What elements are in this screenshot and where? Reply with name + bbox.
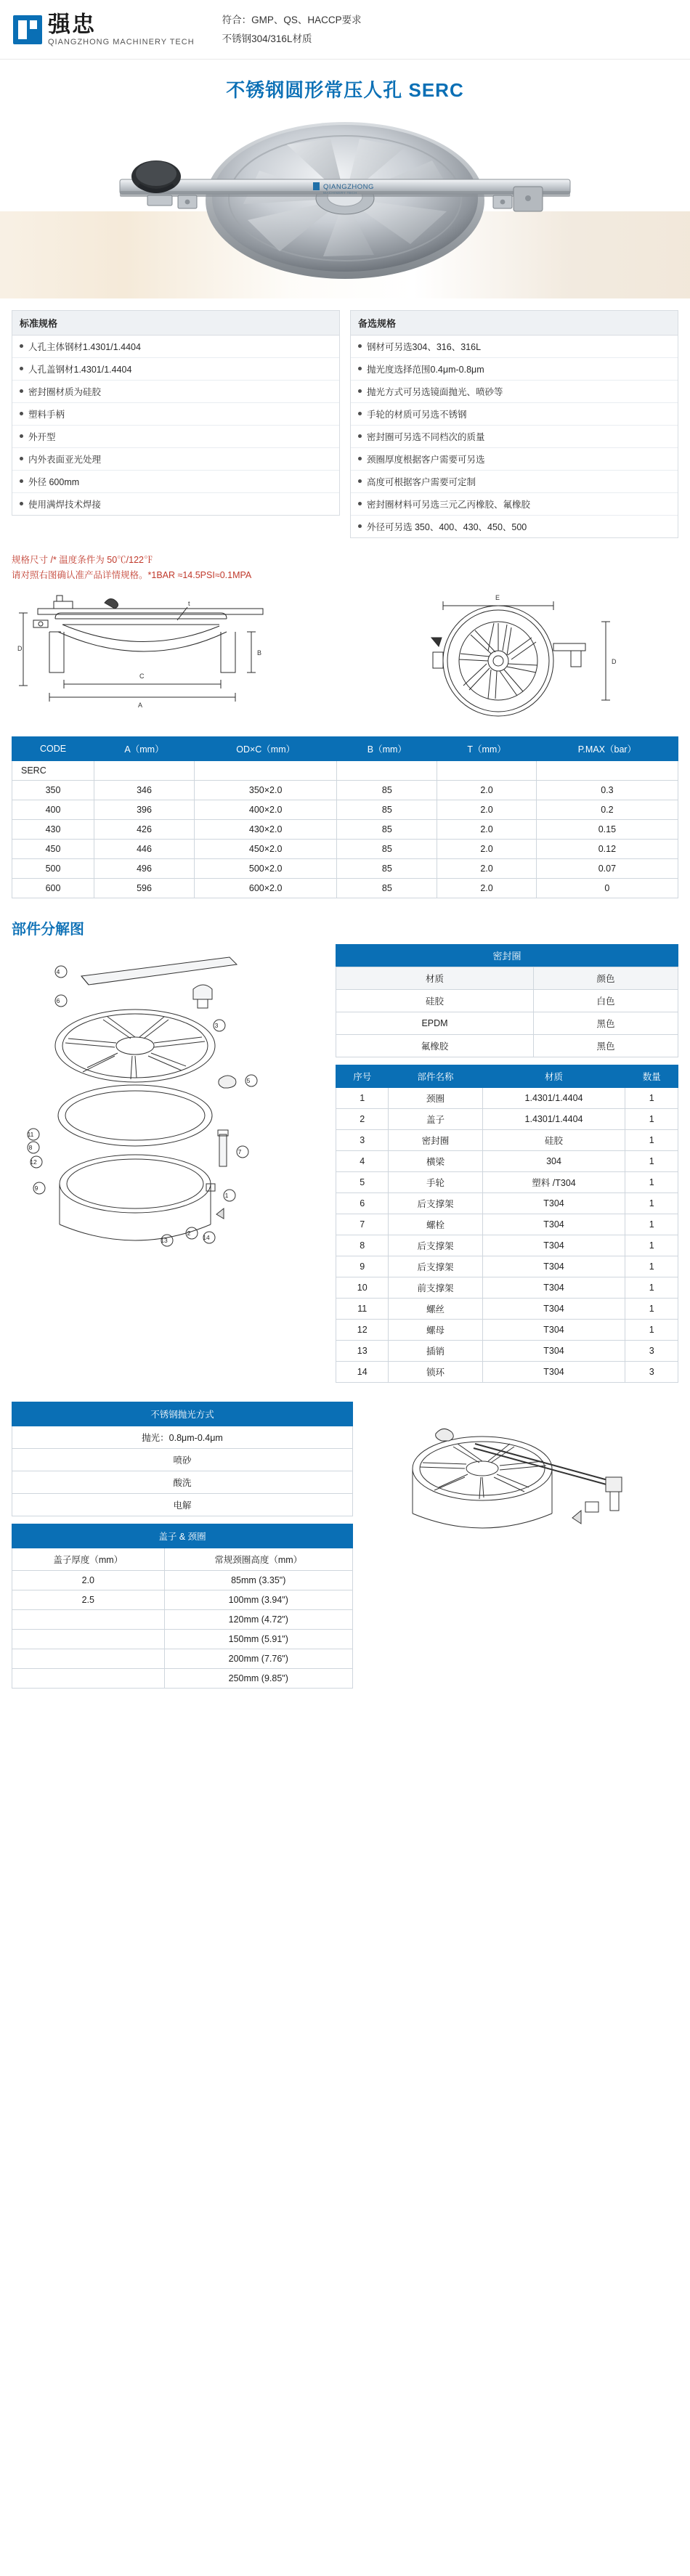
- optional-spec-header: 备选规格: [350, 310, 678, 336]
- cell: 喷砂: [12, 1448, 353, 1471]
- cell: [12, 1668, 165, 1688]
- cell: 2.0: [437, 800, 536, 819]
- cell: 后支撑架: [389, 1235, 482, 1256]
- cell: 塑料 /T304: [482, 1171, 625, 1192]
- callout-11: 11: [27, 1130, 34, 1138]
- table-row: [336, 1087, 678, 1108]
- brand-name-en: QIANGZHONG MACHINERY TECH: [48, 37, 195, 46]
- cell: T304: [482, 1361, 625, 1382]
- cell: 1: [336, 1087, 389, 1108]
- cell: [94, 760, 195, 780]
- cell: 11: [336, 1298, 389, 1319]
- table-row: [336, 1108, 678, 1129]
- header-spec-line-2: 不锈钢304/316L材质: [222, 33, 312, 44]
- product-hero-image: [0, 110, 690, 298]
- dim-label-e: E: [495, 593, 500, 601]
- cell: 150mm (5.91"): [164, 1629, 352, 1649]
- cell: 横梁: [389, 1150, 482, 1171]
- cell: 1.4301/1.4404: [482, 1108, 625, 1129]
- callout-1: 1: [224, 1191, 229, 1199]
- cell: 2.0: [437, 878, 536, 898]
- spacer: [336, 1057, 678, 1065]
- dim-label-d: D: [17, 644, 23, 652]
- callout-6: 6: [56, 996, 60, 1004]
- table-row: [12, 819, 678, 839]
- callout-7: 7: [238, 1147, 242, 1155]
- table-row: [336, 1256, 678, 1277]
- cell: 250mm (9.85"): [164, 1668, 352, 1688]
- col-index: 序号: [336, 1065, 389, 1087]
- list-item: 外径 600mm: [12, 471, 339, 493]
- cell: 手轮: [389, 1171, 482, 1192]
- table-row: [12, 858, 678, 878]
- dimension-note-line-1: 规格尺寸 /* 温度条件为 50℃/122℉: [12, 555, 153, 565]
- list-item: 外径可另选 350、400、430、450、500: [351, 516, 678, 537]
- list-item: 钢材可另选304、316、316L: [351, 336, 678, 358]
- cell: 2.0: [437, 839, 536, 858]
- cell: 85: [337, 800, 437, 819]
- callout-4: 4: [56, 967, 60, 975]
- cell: 0.07: [536, 858, 678, 878]
- cell: 400×2.0: [194, 800, 336, 819]
- list-item: 密封圈可另选不同档次的质量: [351, 426, 678, 448]
- cell: 螺丝: [389, 1298, 482, 1319]
- list-item: 人孔主体钢材1.4301/1.4404: [12, 336, 339, 358]
- col-color: 颜色: [534, 967, 678, 989]
- cell: 85: [337, 839, 437, 858]
- cell: 抛光：0.8μm-0.4μm: [12, 1426, 353, 1448]
- cell: 螺母: [389, 1319, 482, 1340]
- col-odc: OD×C（mm）: [194, 736, 336, 760]
- cell: 500×2.0: [194, 858, 336, 878]
- table-row: [12, 1609, 353, 1629]
- cell: [437, 760, 536, 780]
- dim-label-c: C: [139, 672, 145, 680]
- cell: 0: [536, 878, 678, 898]
- cell: 电解: [12, 1493, 353, 1516]
- cell: 430×2.0: [194, 819, 336, 839]
- cell: [194, 760, 336, 780]
- cell: 10: [336, 1277, 389, 1298]
- cell: 后支撑架: [389, 1256, 482, 1277]
- cell: 12: [336, 1319, 389, 1340]
- col-code: CODE: [12, 736, 94, 760]
- cell: 13: [336, 1340, 389, 1361]
- standard-spec-list: [12, 336, 340, 516]
- technical-drawings-section: [0, 588, 690, 726]
- callout-2: 2: [187, 1229, 191, 1237]
- table-row: [336, 1150, 678, 1171]
- cell: 黑色: [534, 1012, 678, 1034]
- cell: [12, 1609, 165, 1629]
- series-label: SERC: [12, 760, 94, 780]
- table-row: [336, 1214, 678, 1235]
- bottom-section: [0, 1383, 690, 1710]
- standard-spec-header: 标准规格: [12, 310, 340, 336]
- cell: 1: [625, 1235, 678, 1256]
- table-header-row: [336, 967, 678, 989]
- cell: 1.4301/1.4404: [482, 1087, 625, 1108]
- cell: 7: [336, 1214, 389, 1235]
- cell: [12, 1629, 165, 1649]
- cell: 2: [336, 1108, 389, 1129]
- header-spec-line-1: 符合：GMP、QS、HACCP要求: [222, 14, 362, 25]
- cell: 346: [94, 780, 195, 800]
- cell: 螺栓: [389, 1214, 482, 1235]
- cell: EPDM: [336, 1012, 534, 1034]
- side-view-drawing: [12, 588, 346, 726]
- cell: 396: [94, 800, 195, 819]
- cell: T304: [482, 1298, 625, 1319]
- manhole-cover-illustration: [69, 110, 621, 291]
- dimension-note-line-2: 请对照右图确认准产品详情规格。*1BAR ≈14.5PSI≈0.1MPA: [12, 570, 252, 581]
- cell: 85: [337, 780, 437, 800]
- col-material: 材质: [482, 1065, 625, 1087]
- table-row: [336, 1340, 678, 1361]
- table-row: [12, 1570, 353, 1590]
- cell: 600×2.0: [194, 878, 336, 898]
- seal-table-title: 密封圈: [336, 944, 678, 967]
- list-item: 手轮的材质可另选不锈钢: [351, 403, 678, 426]
- table-row: [336, 1171, 678, 1192]
- cell: 85: [337, 819, 437, 839]
- col-part-name: 部件名称: [389, 1065, 482, 1087]
- cell: 1: [625, 1129, 678, 1150]
- callout-13: 13: [161, 1236, 168, 1244]
- exploded-section-title: 部件分解图: [12, 921, 84, 938]
- col-pmax: P.MAX（bar）: [536, 736, 678, 760]
- cell: 颈圈: [389, 1087, 482, 1108]
- list-item: 抛光方式可另选镜面抛光、喷砂等: [351, 381, 678, 403]
- assembly-drawing: [366, 1402, 678, 1623]
- spacer: [12, 1516, 353, 1524]
- table-row: [12, 800, 678, 819]
- table-subheader-row: [12, 1548, 353, 1570]
- cell: 1: [625, 1087, 678, 1108]
- table-row: [336, 989, 678, 1012]
- cell: 1: [625, 1277, 678, 1298]
- cell: 446: [94, 839, 195, 858]
- cell: 1: [625, 1319, 678, 1340]
- col-qty: 数量: [625, 1065, 678, 1087]
- table-row: [12, 878, 678, 898]
- cell: 1: [625, 1192, 678, 1214]
- cell: 0.12: [536, 839, 678, 858]
- cell: 450: [12, 839, 94, 858]
- table-row: [12, 839, 678, 858]
- table-row: [336, 1319, 678, 1340]
- cover-table-title: 盖子 & 颈圈: [12, 1524, 353, 1548]
- seal-table: [336, 967, 678, 1057]
- parts-table: [336, 1065, 678, 1383]
- cell: 白色: [534, 989, 678, 1012]
- cell: 426: [94, 819, 195, 839]
- cell: 2.0: [12, 1570, 165, 1590]
- table-row: [336, 1277, 678, 1298]
- dimension-note: [0, 543, 690, 588]
- cell: 430: [12, 819, 94, 839]
- exploded-diagram: [12, 944, 324, 1289]
- table-row: [12, 1426, 353, 1448]
- col-cover-thickness: 盖子厚度（mm）: [12, 1548, 165, 1570]
- page-title-bar: [0, 60, 690, 110]
- cover-neck-table: [12, 1524, 353, 1689]
- list-item: 使用满焊技术焊接: [12, 493, 339, 515]
- polish-table: [12, 1402, 353, 1516]
- cell: 1: [625, 1150, 678, 1171]
- table-row: [336, 1012, 678, 1034]
- cell: 1: [625, 1256, 678, 1277]
- table-row: [336, 1129, 678, 1150]
- cell: 盖子: [389, 1108, 482, 1129]
- cell: 9: [336, 1256, 389, 1277]
- callout-12: 12: [30, 1158, 37, 1166]
- cell: 85: [337, 858, 437, 878]
- header-spec-text: [222, 11, 362, 48]
- table-row: [12, 780, 678, 800]
- cell: 14: [336, 1361, 389, 1382]
- cell: 496: [94, 858, 195, 878]
- cell: 3: [625, 1340, 678, 1361]
- cell: 后支撑架: [389, 1192, 482, 1214]
- list-item: 人孔盖钢材1.4301/1.4404: [12, 358, 339, 381]
- cell: 硅胶: [482, 1129, 625, 1150]
- list-item: 抛光度选择范围0.4μm-0.8μm: [351, 358, 678, 381]
- cell: 0.3: [536, 780, 678, 800]
- cell: 密封圈: [389, 1129, 482, 1150]
- col-neck-height: 常规颈圈高度（mm）: [164, 1548, 352, 1570]
- list-item: 内外表面亚光处理: [12, 448, 339, 471]
- callout-3: 3: [214, 1021, 219, 1029]
- cell: 锁环: [389, 1361, 482, 1382]
- cell: 0.15: [536, 819, 678, 839]
- cell: 120mm (4.72"): [164, 1609, 352, 1629]
- table-row: [12, 1471, 353, 1493]
- cell: 8: [336, 1235, 389, 1256]
- cell: T304: [482, 1277, 625, 1298]
- cell: [337, 760, 437, 780]
- dim-label-a: A: [138, 701, 143, 709]
- cell: 氟橡胶: [336, 1034, 534, 1057]
- table-row: [12, 1448, 353, 1471]
- list-item: 密封圈材质为硅胶: [12, 381, 339, 403]
- table-header-row: [12, 1402, 353, 1426]
- polish-table-title: 不锈钢抛光方式: [12, 1402, 353, 1426]
- cell: T304: [482, 1340, 625, 1361]
- cell: T304: [482, 1256, 625, 1277]
- cell: 100mm (3.94"): [164, 1590, 352, 1609]
- table-row: [336, 1192, 678, 1214]
- callout-5: 5: [246, 1076, 251, 1084]
- cell: 1: [625, 1298, 678, 1319]
- cell: 3: [625, 1361, 678, 1382]
- cell: 3: [336, 1129, 389, 1150]
- page-title: 不锈钢圆形常压人孔 SERC: [226, 79, 464, 101]
- logo-mark-icon: [13, 15, 42, 44]
- exploded-section: [0, 944, 690, 1383]
- table-row: [336, 1034, 678, 1057]
- cell: 596: [94, 878, 195, 898]
- callout-9: 9: [34, 1184, 38, 1192]
- cell: 304: [482, 1150, 625, 1171]
- table-row: [336, 1361, 678, 1382]
- table-row: [336, 1298, 678, 1319]
- optional-spec-list: [350, 336, 678, 538]
- table-header-row: [12, 1524, 353, 1548]
- cell: 85mm (3.35"): [164, 1570, 352, 1590]
- cell: 2.0: [437, 780, 536, 800]
- cell: 450×2.0: [194, 839, 336, 858]
- cell: 0.2: [536, 800, 678, 819]
- dim-label-d2: D: [612, 657, 617, 665]
- table-row: [12, 1668, 353, 1688]
- cell: 350: [12, 780, 94, 800]
- cell: 硅胶: [336, 989, 534, 1012]
- dim-label-t: t: [188, 599, 190, 607]
- table-row: [12, 1649, 353, 1668]
- cell: 85: [337, 878, 437, 898]
- cell: 350×2.0: [194, 780, 336, 800]
- col-material: 材质: [336, 967, 534, 989]
- list-item: 颈圈厚度根据客户需要可另选: [351, 448, 678, 471]
- cell: [12, 1649, 165, 1668]
- callout-8: 8: [28, 1143, 33, 1151]
- cell: T304: [482, 1214, 625, 1235]
- table-row: [336, 1235, 678, 1256]
- cell: 1: [625, 1171, 678, 1192]
- cell: 400: [12, 800, 94, 819]
- cell: T304: [482, 1192, 625, 1214]
- code-table: [12, 736, 678, 898]
- cell: 4: [336, 1150, 389, 1171]
- hero-brand-plate-sub: MACHINERY TECH: [323, 191, 357, 195]
- table-header-row: [12, 736, 678, 760]
- standard-spec-column: [12, 310, 340, 538]
- table-row: [12, 760, 678, 780]
- page-header: [0, 0, 690, 60]
- callout-14: 14: [203, 1233, 210, 1241]
- cell: [536, 760, 678, 780]
- optional-spec-column: [350, 310, 678, 538]
- brand-name-cn: 强忠: [48, 11, 96, 37]
- list-item: 密封圈材料可另选三元乙丙橡胶、氟橡胶: [351, 493, 678, 516]
- cell: 200mm (7.76"): [164, 1649, 352, 1668]
- cell: 1: [625, 1214, 678, 1235]
- col-a: A（mm）: [94, 736, 195, 760]
- cell: 插销: [389, 1340, 482, 1361]
- cell: 600: [12, 878, 94, 898]
- handle-knob-icon: [131, 161, 181, 192]
- list-item: 外开型: [12, 426, 339, 448]
- code-table-section: [0, 726, 690, 898]
- cell: 5: [336, 1171, 389, 1192]
- col-b: B（mm）: [337, 736, 437, 760]
- cell: T304: [482, 1319, 625, 1340]
- cell: 2.5: [12, 1590, 165, 1609]
- hero-brand-plate: QIANGZHONG: [323, 183, 374, 191]
- cell: 前支撑架: [389, 1277, 482, 1298]
- list-item: 高度可根据客户需要可定制: [351, 471, 678, 493]
- table-row: [12, 1493, 353, 1516]
- top-view-drawing: [353, 588, 678, 726]
- cell: 2.0: [437, 819, 536, 839]
- table-row: [12, 1629, 353, 1649]
- specifications-section: [0, 298, 690, 543]
- brand-logo: [13, 13, 195, 46]
- bottom-tables: [12, 1402, 353, 1689]
- col-t: T（mm）: [437, 736, 536, 760]
- cell: 酸洗: [12, 1471, 353, 1493]
- cell: 1: [625, 1108, 678, 1129]
- cell: 2.0: [437, 858, 536, 878]
- cell: 6: [336, 1192, 389, 1214]
- exploded-tables: [336, 944, 678, 1383]
- cell: T304: [482, 1235, 625, 1256]
- cell: 500: [12, 858, 94, 878]
- cell: 黑色: [534, 1034, 678, 1057]
- table-row: [12, 1590, 353, 1609]
- table-header-row: [336, 1065, 678, 1087]
- dim-label-b: B: [257, 649, 262, 657]
- list-item: 塑料手柄: [12, 403, 339, 426]
